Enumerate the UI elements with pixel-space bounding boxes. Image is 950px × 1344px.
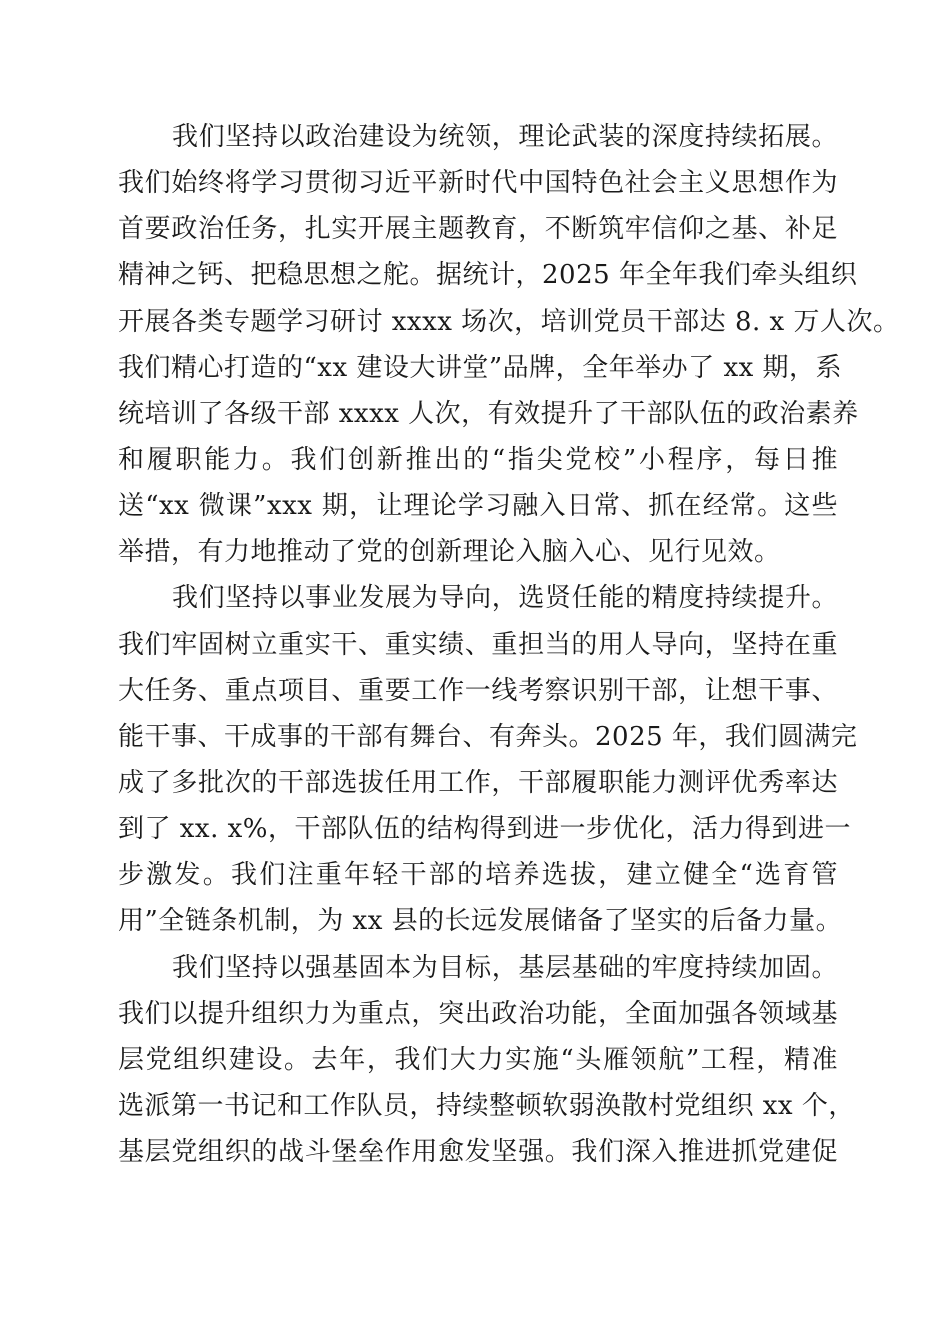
paragraph-grassroots [118, 945, 855, 1176]
paragraph-line: 送“xx 微课”xxx 期，让理论学习融入日常、抓在经常。这些 [118, 491, 838, 522]
paragraph-line: 首要政治任务，扎实开展主题教育，不断筑牢信仰之基、补足 [118, 214, 838, 245]
paragraph-cadre-selection [118, 575, 858, 944]
paragraph-line: 选派第一书记和工作队员，持续整顿软弱涣散村党组织 xx 个， [118, 1090, 855, 1121]
paragraph-line: 我们牢固树立重实干、重实绩、重担当的用人导向，坚持在重 [118, 629, 838, 660]
document-body [118, 114, 900, 1175]
paragraph-political-building [118, 114, 900, 575]
paragraph-line: 到了 xx. x%，干部队伍的结构得到进一步优化，活力得到进一 [118, 814, 851, 845]
paragraph-line: 我们坚持以政治建设为统领，理论武装的深度持续拓展。 [172, 122, 838, 152]
paragraph-line: 我们精心打造的“xx 建设大讲堂”品牌，全年举办了 xx 期，系 [118, 352, 843, 383]
paragraph-line: 举措，有力地推动了党的创新理论入脑入心、见行见效。 [118, 537, 781, 568]
paragraph-line: 我们始终将学习贯彻习近平新时代中国特色社会主义思想作为 [118, 168, 838, 199]
paragraph-line: 我们以提升组织力为重点，突出政治功能，全面加强各领域基 [118, 998, 838, 1029]
paragraph-line: 大任务、重点项目、重要工作一线考察识别干部，让想干事、 [118, 675, 838, 706]
paragraph-line: 我们坚持以事业发展为导向，选贤任能的精度持续提升。 [172, 583, 838, 614]
paragraph-line: 统培训了各级干部 xxxx 人次，有效提升了干部队伍的政治素养 [118, 398, 859, 429]
paragraph-line: 开展各类专题学习研讨 xxxx 场次，培训党员干部达 8. x 万人次。 [118, 306, 900, 337]
paragraph-line: 精神之钙、把稳思想之舵。据统计，2025 年全年我们牵头组织 [118, 260, 858, 291]
paragraph-line: 能干事、干成事的干部有舞台、有奔头。2025 年，我们圆满完 [118, 721, 858, 752]
paragraph-line: 步激发。我们注重年轻干部的培养选拔，建立健全“选育管 [118, 860, 838, 891]
paragraph-line: 和履职能力。我们创新推出的“指尖党校”小程序，每日推 [118, 444, 838, 475]
paragraph-line: 我们坚持以强基固本为目标，基层基础的牢度持续加固。 [172, 952, 838, 983]
paragraph-line: 成了多批次的干部选拔任用工作，干部履职能力测评优秀率达 [118, 767, 838, 798]
paragraph-line: 用”全链条机制，为 xx 县的长远发展储备了坚实的后备力量。 [118, 906, 843, 937]
paragraph-line: 层党组织建设。去年，我们大力实施“头雁领航”工程，精准 [118, 1044, 838, 1075]
paragraph-line: 基层党组织的战斗堡垒作用愈发坚强。我们深入推进抓党建促 [118, 1137, 838, 1168]
